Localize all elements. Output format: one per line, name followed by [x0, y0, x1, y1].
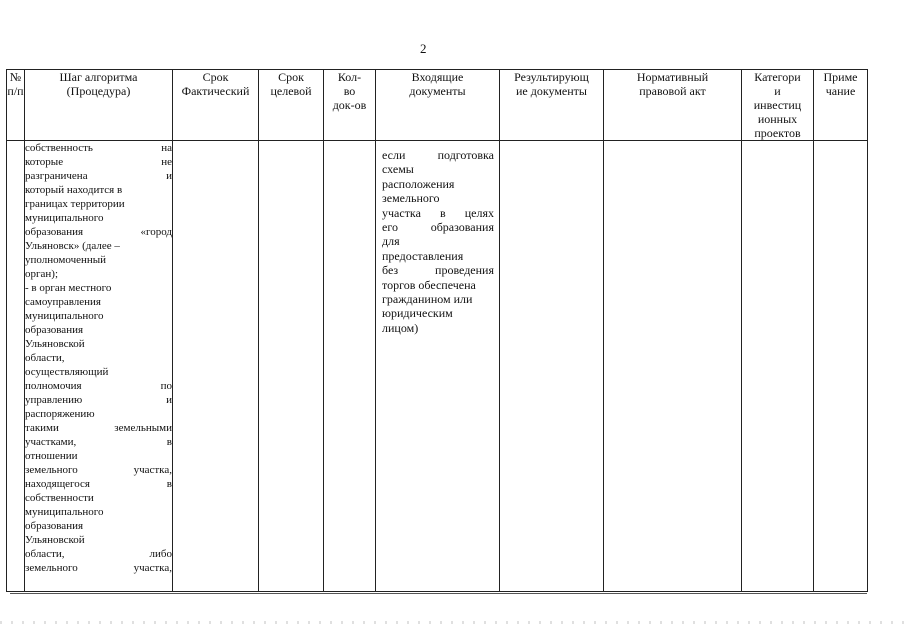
- scan-artifact-dots: [0, 621, 905, 624]
- text-line: [25, 463, 172, 477]
- text-line: [25, 197, 172, 211]
- header-label-line: чание: [825, 84, 856, 98]
- text-line: [25, 309, 172, 323]
- text-word: осуществляющий: [25, 366, 109, 378]
- cell-legal-act: [604, 141, 742, 592]
- text-word: по: [160, 380, 172, 392]
- text-word: земельными: [114, 422, 172, 434]
- text-line: [382, 191, 494, 205]
- text-line: [25, 267, 172, 281]
- text-word: его: [382, 220, 398, 235]
- text-line: [25, 407, 172, 421]
- header-label-line: во: [343, 84, 356, 98]
- text-word: лицом): [382, 320, 419, 335]
- text-word: и: [166, 394, 172, 406]
- text-word: образования: [25, 520, 84, 532]
- text-word: Ульяновск» (далее –: [25, 240, 120, 252]
- text-line: [25, 365, 172, 379]
- text-word: - в орган местного: [25, 282, 112, 294]
- header-cell: [7, 70, 25, 141]
- text-line: [382, 206, 494, 220]
- text-line: [382, 220, 494, 234]
- text-word: земельного: [25, 562, 78, 574]
- text-line: [25, 561, 172, 575]
- header-cell: [742, 70, 814, 141]
- header-label-line: (Процедура): [66, 84, 131, 98]
- cell-result-docs: [500, 141, 604, 592]
- text-word: для: [382, 234, 400, 249]
- text-word: не: [161, 156, 172, 168]
- text-word: границах территории: [25, 198, 125, 210]
- page-number: 2: [420, 41, 427, 56]
- algorithm-table: [6, 69, 868, 592]
- cell-number: [7, 141, 25, 592]
- text-word: на: [161, 142, 172, 154]
- text-line: [382, 263, 494, 277]
- header-label-line: ионных: [757, 112, 798, 126]
- page-bottom-border: [10, 593, 867, 594]
- text-word: предоставления: [382, 248, 464, 263]
- text-word: гражданином или: [382, 292, 473, 307]
- text-word: находящегося: [25, 478, 90, 490]
- header-label-line: и: [774, 84, 781, 98]
- header-label-line: целевой: [270, 84, 312, 98]
- text-word: схемы: [382, 162, 414, 177]
- text-line: [382, 234, 494, 248]
- cell-doc-count: [324, 141, 376, 592]
- header-label-line: п/п: [7, 84, 24, 98]
- text-word: который находится в: [25, 184, 123, 196]
- header-label-line: правовой акт: [639, 84, 706, 98]
- cell-term-actual: [173, 141, 259, 592]
- text-line: [25, 491, 172, 505]
- text-line: [25, 253, 172, 267]
- text-line: [25, 225, 172, 239]
- text-line: [25, 239, 172, 253]
- text-word: Ульяновской: [25, 534, 85, 546]
- text-line: [25, 393, 172, 407]
- text-line: [25, 169, 172, 183]
- text-word: муниципального: [25, 212, 104, 224]
- text-line: [25, 449, 172, 463]
- header-label-line: Приме: [823, 70, 858, 84]
- text-line: [382, 278, 494, 292]
- text-word: уполномоченный: [25, 254, 107, 266]
- text-line: [382, 162, 494, 176]
- text-line: [25, 351, 172, 365]
- text-line: [25, 211, 172, 225]
- cell-investment-category: [742, 141, 814, 592]
- text-line: [25, 281, 172, 295]
- header-label-line: Фактический: [181, 84, 250, 98]
- text-word: проведения: [435, 263, 494, 278]
- cell-term-target: [259, 141, 324, 592]
- header-label-line: док-ов: [332, 98, 367, 112]
- header-cell: [259, 70, 324, 141]
- text-line: [25, 379, 172, 393]
- text-word: собственность: [25, 142, 93, 154]
- text-line: [25, 337, 172, 351]
- text-word: муниципального: [25, 310, 104, 322]
- text-line: [25, 533, 172, 547]
- header-label-line: документы: [409, 84, 466, 98]
- text-word: распоряжению: [25, 408, 95, 420]
- text-line: [25, 155, 172, 169]
- text-word: отношении: [25, 450, 78, 462]
- text-line: [25, 505, 172, 519]
- table-header-row: [7, 70, 868, 141]
- text-line: [25, 183, 172, 197]
- text-word: полномочия: [25, 380, 82, 392]
- text-word: участка,: [133, 562, 172, 574]
- text-line: [382, 292, 494, 306]
- text-word: в: [166, 478, 172, 490]
- step-text: [25, 141, 172, 575]
- text-word: орган);: [25, 268, 58, 280]
- text-line: [25, 141, 172, 155]
- text-word: земельного: [382, 191, 440, 206]
- text-line: [25, 323, 172, 337]
- header-label-line: Срок: [278, 70, 304, 84]
- text-word: которые: [25, 156, 64, 168]
- text-word: участками,: [25, 436, 77, 448]
- text-word: такими: [25, 422, 59, 434]
- header-label-line: Шаг алгоритма: [59, 70, 138, 84]
- header-label-line: Срок: [202, 70, 229, 84]
- text-line: [382, 249, 494, 263]
- text-word: либо: [149, 548, 172, 560]
- header-cell: [500, 70, 604, 141]
- text-line: [25, 519, 172, 533]
- text-word: Ульяновской: [25, 338, 85, 350]
- text-word: участка,: [133, 464, 172, 476]
- text-word: если: [382, 148, 406, 162]
- text-word: области,: [25, 352, 65, 364]
- text-word: подготовка: [437, 148, 494, 162]
- text-word: земельного: [25, 464, 78, 476]
- text-word: образования: [25, 324, 84, 336]
- header-label-line: Входящие: [411, 70, 464, 84]
- header-label-line: Нормативный: [636, 70, 709, 84]
- header-label-line: ие документы: [515, 84, 587, 98]
- text-word: без: [382, 263, 399, 278]
- text-word: муниципального: [25, 506, 104, 518]
- text-word: разграничена: [25, 170, 88, 182]
- text-word: образования: [25, 226, 84, 238]
- header-label-line: проектов: [754, 126, 801, 140]
- header-label-line: №: [9, 70, 22, 84]
- header-cell: [814, 70, 868, 141]
- text-line: [382, 306, 494, 320]
- text-word: области,: [25, 548, 65, 560]
- text-line: [25, 435, 172, 449]
- text-word: собственности: [25, 492, 94, 504]
- text-word: образования: [430, 220, 494, 235]
- text-word: управлению: [25, 394, 83, 406]
- text-word: участка: [382, 205, 421, 220]
- input-docs-text: [376, 141, 499, 335]
- text-word: в: [166, 436, 172, 448]
- text-word: в: [439, 205, 446, 220]
- text-line: [25, 477, 172, 491]
- table-row: [7, 141, 868, 592]
- text-line: [382, 177, 494, 191]
- text-line: [25, 547, 172, 561]
- text-word: расположения: [382, 176, 455, 191]
- cell-note: [814, 141, 868, 592]
- header-label-line: Категори: [754, 70, 801, 84]
- text-line: [25, 421, 172, 435]
- text-line: [25, 295, 172, 309]
- header-cell: [324, 70, 376, 141]
- cell-step: [25, 141, 173, 592]
- text-line: [382, 148, 494, 162]
- text-word: и: [166, 170, 172, 182]
- text-word: «город: [140, 226, 172, 238]
- header-cell: [173, 70, 259, 141]
- header-cell: [25, 70, 173, 141]
- text-word: юридическим: [382, 306, 453, 321]
- cell-input-docs: [376, 141, 500, 592]
- header-cell: [604, 70, 742, 141]
- text-word: целях: [464, 205, 494, 220]
- text-line: [382, 321, 494, 335]
- header-label-line: Результирующ: [514, 70, 589, 84]
- header-label-line: инвестиц: [753, 98, 802, 112]
- header-cell: [376, 70, 500, 141]
- text-word: самоуправления: [25, 296, 101, 308]
- text-word: торгов обеспечена: [382, 277, 476, 292]
- header-label-line: Кол-: [337, 70, 362, 84]
